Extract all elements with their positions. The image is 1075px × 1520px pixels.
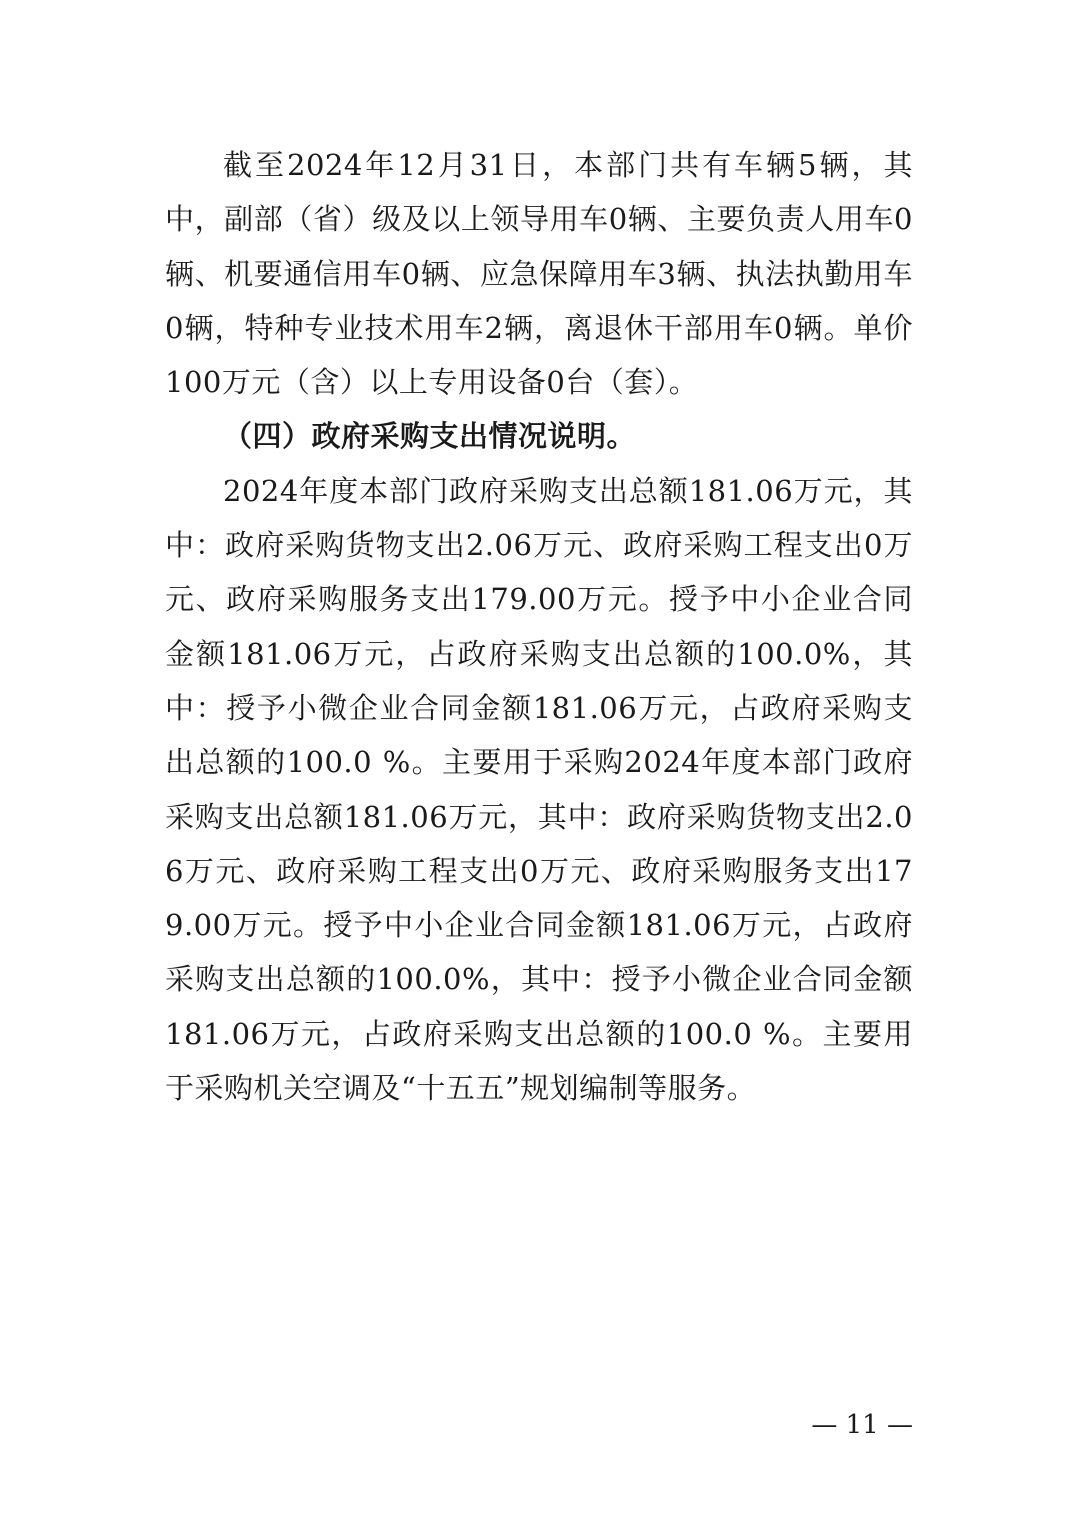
vehicles-paragraph: 截至2024年12月31日，本部门共有车辆5辆，其中，副部（省）级及以上领导用车0辆、主要负责人用车0辆、机要通信用车0辆、应急保障用车3辆、执法执勤用车0辆，特种专业技术用车2辆，离退休干部用车0辆。单价100万元（含）以上专用设备0台（套）。	[165, 148, 913, 400]
page-number: — 11 —	[811, 1410, 913, 1440]
section-heading-procurement: （四）政府采购支出情况说明。	[223, 419, 637, 454]
procurement-paragraph: 2024年度本部门政府采购支出总额181.06万元，其中：政府采购货物支出2.06万元、政府采购工程支出0万元、政府采购服务支出179.00万元。授予中小企业合同金额181.06万元，占政府采购支出总额的100.0%，其中：授予小微企业合同金额181.06万元，占政府采购支出总额的100.0 %。主要用于采购2024年度本部门政府采购支出总额181.06万元，其中：政府采购货物支出2.06万元、政府采购工程支出0万元、政府采购服务支出179.00万元。授予中小企业合同金额181.06万元，占政府采购支出总额的100.0%，其中：授予小微企业合同金额181.06万元，占政府采购支出总额的100.0 %。主要用于采购机关空调及“十五五”规划编制等服务。	[165, 473, 913, 1106]
document-body	[165, 138, 913, 1115]
